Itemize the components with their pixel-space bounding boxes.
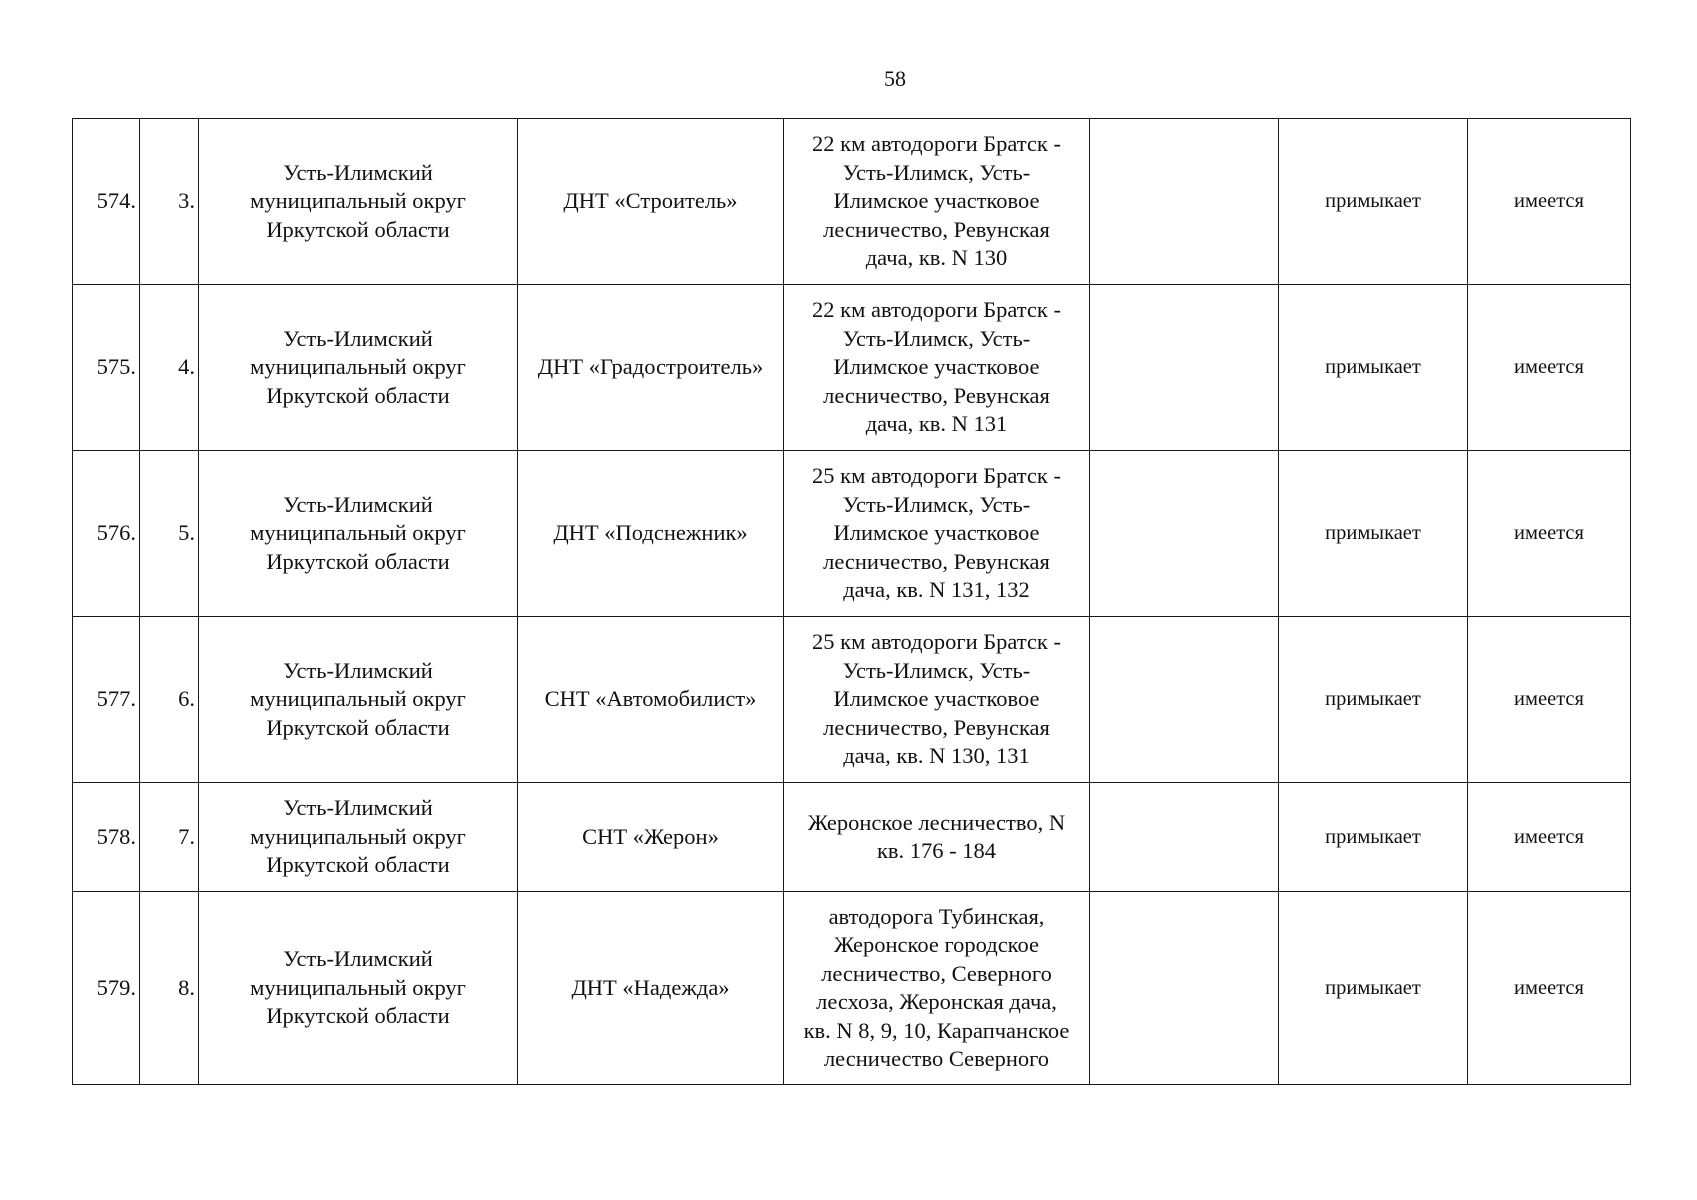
table-body: [73, 119, 1631, 1085]
adjacency-cell: примыкает: [1279, 783, 1468, 892]
empty-cell: [1090, 617, 1279, 783]
municipality-cell: [199, 892, 518, 1085]
municipality-line: муниципальный округ: [250, 354, 466, 380]
municipality-line: Иркутской области: [266, 382, 450, 408]
organization-cell: СНТ «Жерон»: [518, 783, 784, 892]
availability-cell: имеется: [1468, 617, 1631, 783]
table-row: [73, 119, 1631, 285]
location-line: Илимское участковое: [833, 520, 1040, 546]
municipality-line: муниципальный округ: [250, 823, 466, 849]
location-line: Усть-Илимск, Усть-: [842, 325, 1031, 351]
location-line: Усть-Илимск, Усть-: [842, 657, 1031, 683]
location-line: лесничество, Ревунская: [823, 382, 1050, 408]
empty-cell: [1090, 119, 1279, 285]
location-line: дача, кв. N 131: [865, 411, 1008, 437]
row-number-cell: 577.: [73, 617, 140, 783]
table-row: [73, 451, 1631, 617]
municipality-line: муниципальный округ: [250, 974, 466, 1000]
sub-number-cell: 7.: [140, 783, 199, 892]
location-cell: [784, 617, 1090, 783]
municipality-cell: [199, 285, 518, 451]
location-line: лесничество Северного: [823, 1046, 1050, 1071]
organization-cell: ДНТ «Градостроитель»: [518, 285, 784, 451]
availability-cell: имеется: [1468, 119, 1631, 285]
row-number-cell: 576.: [73, 451, 140, 617]
municipality-line: Усть-Илимский: [283, 325, 433, 351]
organization-cell: ДНТ «Строитель»: [518, 119, 784, 285]
row-number-cell: 578.: [73, 783, 140, 892]
location-cell: [784, 783, 1090, 892]
municipality-line: Иркутской области: [266, 852, 450, 878]
location-line: дача, кв. N 130, 131: [843, 743, 1030, 769]
location-cell: [784, 119, 1090, 285]
location-line: Усть-Илимск, Усть-: [842, 491, 1031, 517]
location-line: лесничество, Ревунская: [823, 548, 1050, 574]
municipality-line: муниципальный округ: [250, 188, 466, 214]
location-cell: [784, 451, 1090, 617]
availability-cell: имеется: [1468, 783, 1631, 892]
location-line: дача, кв. N 131, 132: [843, 577, 1030, 603]
location-line: Илимское участковое: [833, 686, 1040, 712]
location-line: лесничество, Ревунская: [823, 714, 1050, 740]
location-line: дача, кв. N 130: [865, 245, 1008, 271]
location-line: 22 км автодороги Братск -: [812, 131, 1061, 157]
availability-cell: имеется: [1468, 892, 1631, 1085]
location-line: автодорога Тубинская,: [828, 903, 1045, 929]
table-row: [73, 285, 1631, 451]
location-line: Жеронское городское: [834, 932, 1039, 957]
organization-cell: ДНТ «Подснежник»: [518, 451, 784, 617]
availability-cell: имеется: [1468, 285, 1631, 451]
municipality-cell: [199, 119, 518, 285]
empty-cell: [1090, 892, 1279, 1085]
document-table: [72, 118, 1631, 1085]
organization-cell: СНТ «Автомобилист»: [518, 617, 784, 783]
sub-number-cell: 3.: [140, 119, 199, 285]
municipality-line: Иркутской области: [266, 1003, 450, 1029]
location-line: 25 км автодороги Братск -: [812, 629, 1061, 655]
location-line: лесничество, Северного: [821, 960, 1052, 986]
municipality-line: Усть-Илимский: [283, 946, 433, 972]
empty-cell: [1090, 783, 1279, 892]
municipality-line: Иркутской области: [266, 216, 450, 242]
municipality-line: Иркутской области: [266, 548, 450, 574]
municipality-cell: [199, 451, 518, 617]
municipality-line: Усть-Илимский: [283, 657, 433, 683]
location-line: кв. N 8, 9, 10, Карапчанское: [803, 1017, 1070, 1043]
municipality-line: Иркутской области: [266, 714, 450, 740]
empty-cell: [1090, 451, 1279, 617]
adjacency-cell: примыкает: [1279, 451, 1468, 617]
table-row: [73, 617, 1631, 783]
municipality-line: Усть-Илимский: [283, 795, 433, 821]
table-row: [73, 783, 1631, 892]
municipality-line: Усть-Илимский: [283, 159, 433, 185]
table-row: [73, 892, 1631, 1085]
location-line: лесхоза, Жеронская дача,: [816, 989, 1057, 1014]
location-cell: [784, 892, 1090, 1085]
location-line: Илимское участковое: [833, 188, 1040, 214]
location-line: Жеронское лесничество, N: [807, 809, 1066, 835]
row-number-cell: 575.: [73, 285, 140, 451]
municipality-line: муниципальный округ: [250, 520, 466, 546]
adjacency-cell: примыкает: [1279, 119, 1468, 285]
location-line: 22 км автодороги Братск -: [812, 297, 1061, 323]
sub-number-cell: 4.: [140, 285, 199, 451]
page-number: 58: [884, 66, 906, 91]
availability-cell: имеется: [1468, 451, 1631, 617]
adjacency-cell: примыкает: [1279, 617, 1468, 783]
adjacency-cell: примыкает: [1279, 285, 1468, 451]
row-number-cell: 579.: [73, 892, 140, 1085]
sub-number-cell: 5.: [140, 451, 199, 617]
sub-number-cell: 8.: [140, 892, 199, 1085]
location-line: 25 км автодороги Братск -: [812, 463, 1061, 489]
municipality-line: муниципальный округ: [250, 686, 466, 712]
location-line: Усть-Илимск, Усть-: [842, 159, 1031, 185]
empty-cell: [1090, 285, 1279, 451]
municipality-cell: [199, 617, 518, 783]
location-line: Илимское участковое: [833, 354, 1040, 380]
organization-cell: ДНТ «Надежда»: [518, 892, 784, 1085]
adjacency-cell: примыкает: [1279, 892, 1468, 1085]
row-number-cell: 574.: [73, 119, 140, 285]
location-cell: [784, 285, 1090, 451]
sub-number-cell: 6.: [140, 617, 199, 783]
location-line: лесничество, Ревунская: [823, 216, 1050, 242]
location-line: кв. 176 - 184: [876, 838, 997, 863]
municipality-cell: [199, 783, 518, 892]
municipality-line: Усть-Илимский: [283, 491, 433, 517]
